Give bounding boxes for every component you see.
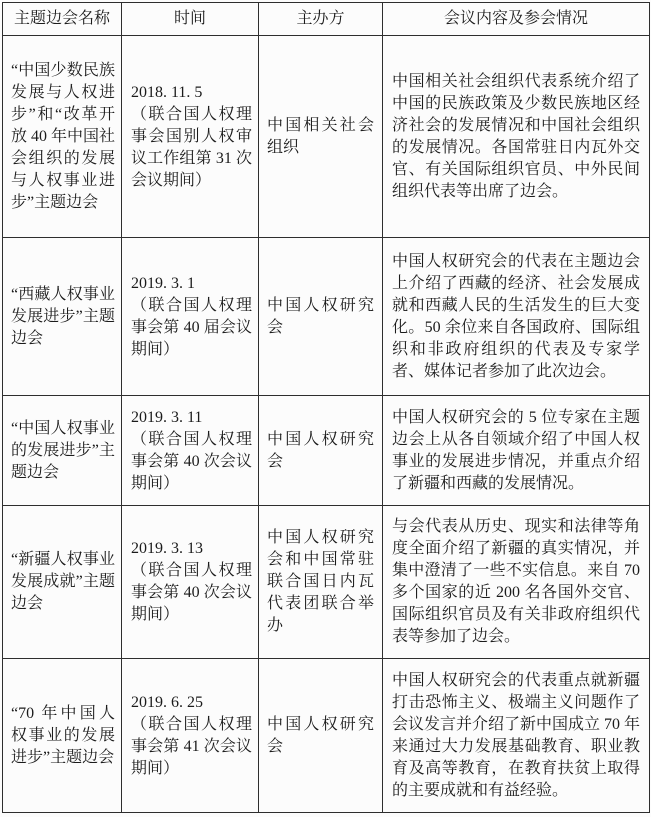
- col-header-content: 会议内容及参会情况: [383, 3, 650, 36]
- col-header-time: 时间: [122, 3, 259, 36]
- side-meetings-table: [2, 2, 650, 813]
- table-row: [3, 659, 650, 813]
- meeting-date: 2018. 11. 5: [131, 83, 203, 101]
- table-row: [3, 238, 650, 396]
- meeting-session: （联合国人权理事会国别人权审议工作组第 31 次会议期间）: [131, 105, 252, 189]
- cell-time: [122, 36, 259, 238]
- meeting-session: （联合国人权理事会第 40 届会议期间）: [131, 296, 252, 358]
- cell-content: 中国人权研究会的代表在主题边会上介绍了西藏的经济、社会发展成就和西藏人民的生活发生的巨大变化。50 余位来自各国政府、国际组织和非政府组织的代表及专家学者、媒体记者参加了此次边会。: [383, 238, 650, 396]
- cell-time: [122, 238, 259, 396]
- cell-host: 中国相关社会组织: [259, 36, 383, 238]
- meeting-date: 2019. 3. 1: [131, 274, 195, 292]
- table-row: [3, 36, 650, 238]
- cell-host: 中国人权研究会和中国常驻联合国日内瓦代表团联合举办: [259, 506, 383, 659]
- cell-meeting-name: “新疆人权事业发展成就”主题边会: [3, 506, 122, 659]
- cell-meeting-name: “70 年中国人权事业的发展进步”主题边会: [3, 659, 122, 813]
- table-row: [3, 396, 650, 506]
- col-header-meeting-name: 主题边会名称: [3, 3, 122, 36]
- table-row: [3, 506, 650, 659]
- cell-host: 中国人权研究会: [259, 396, 383, 506]
- meeting-date: 2019. 6. 25: [131, 693, 203, 711]
- cell-content: 中国相关社会组织代表系统介绍了中国的民族政策及少数民族地区经济社会的发展情况和中国社会组织的发展情况。各国常驻日内瓦外交官、有关国际组织官员、中外民间组织代表等出席了边会。: [383, 36, 650, 238]
- cell-host: 中国人权研究会: [259, 238, 383, 396]
- cell-time: [122, 659, 259, 813]
- cell-meeting-name: “中国少数民族发展与人权进步”和“改革开放 40 年中国社会组织的发展与人权事业进步”主题边会: [3, 36, 122, 238]
- table-header-row: [3, 3, 650, 36]
- meeting-date: 2019. 3. 13: [131, 540, 203, 557]
- cell-content: 中国人权研究会的 5 位专家在主题边会上从各自领域介绍了中国人权事业的发展进步情况，并重点介绍了新疆和西藏的发展情况。: [383, 396, 650, 506]
- meeting-session: （联合国人权理事会第 40 次会议期间）: [131, 430, 252, 492]
- cell-meeting-name: “中国人权事业的发展进步”主题边会: [3, 396, 122, 506]
- cell-host: 中国人权研究会: [259, 659, 383, 813]
- meeting-session: （联合国人权理事会第 41 次会议期间）: [131, 715, 252, 777]
- meeting-session: （联合国人权理事会第 40 次会议期间）: [131, 562, 252, 623]
- cell-time: [122, 396, 259, 506]
- cell-content: 与会代表从历史、现实和法律等角度全面介绍了新疆的真实情况，并集中澄清了一些不实信息。来自 70 多个国家的近 200 名各国外交官、国际组织官员及有关非政府组织代表等参加了边会。: [383, 506, 650, 659]
- col-header-host: 主办方: [259, 3, 383, 36]
- cell-content: 中国人权研究会的代表重点就新疆打击恐怖主义、极端主义问题作了会议发言并介绍了新中国成立 70 年来通过大力发展基础教育、职业教育及高等教育，在教育扶贫上取得的主要成就和有益经验。: [383, 659, 650, 813]
- cell-time: [122, 506, 259, 659]
- meeting-date: 2019. 3. 11: [131, 408, 203, 426]
- cell-meeting-name: “西藏人权事业发展进步”主题边会: [3, 238, 122, 396]
